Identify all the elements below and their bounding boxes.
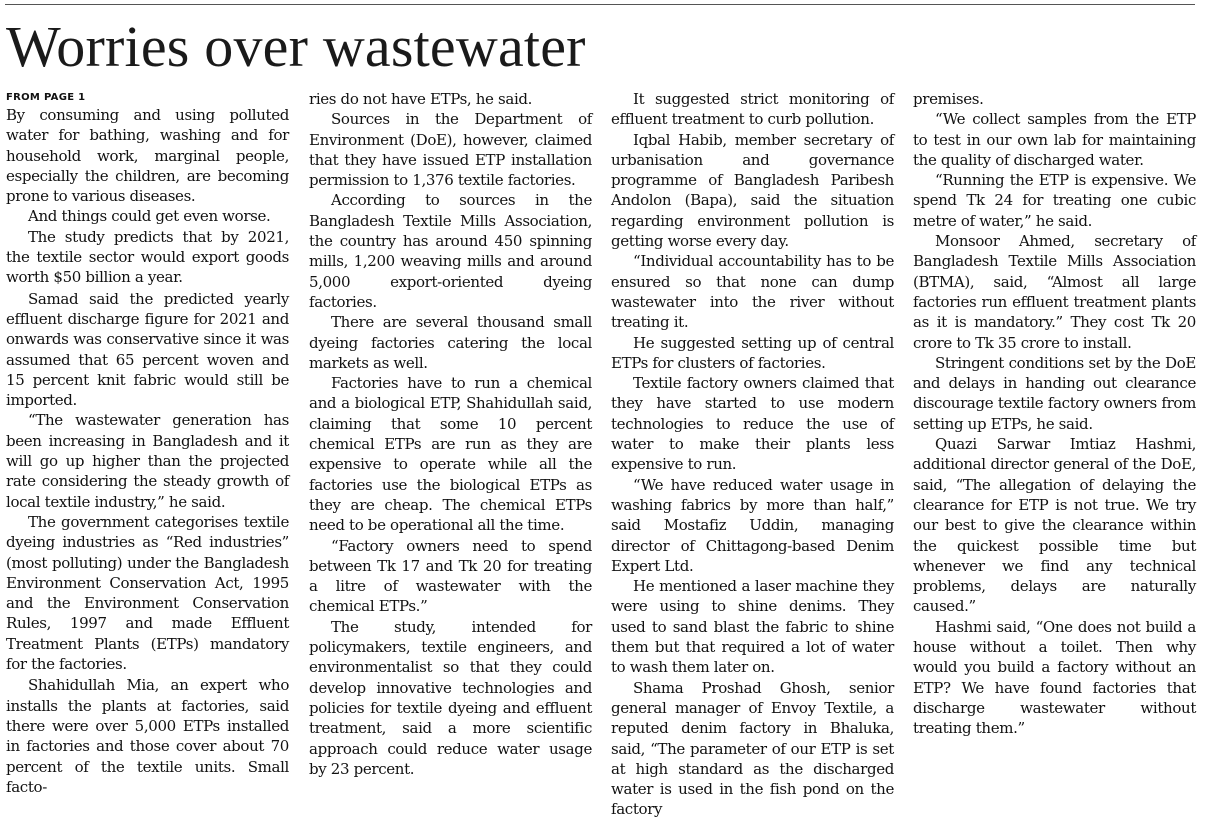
paragraph: Monsoor Ahmed, secretary of Bangladesh Textile Mills Association (BTMA), said, “Almost all large factories run effluent treatment plants as it is mandatory.” They cost Tk 20 crore to Tk 35 crore to install. (913, 232, 1196, 352)
paragraph: It suggested strict monitoring of effluent treatment to curb pollution. (611, 90, 894, 129)
paragraph: And things could get even worse. (28, 207, 271, 226)
paragraph: “The wastewater generation has been increasing in Bangladesh and it will go up higher than the projected rate considering the steady growth of local textile industry,” he said. (6, 411, 289, 511)
paragraph: Stringent conditions set by the DoE and delays in handing out clearance discourage textile factory owners from setting up ETPs, he said. (913, 353, 1196, 433)
paragraph: There are several thousand small dyeing factories catering the local markets as well. (309, 313, 592, 372)
paragraph: By consuming and using polluted water for bathing, washing and for household work, marginal people, especially the children, are becoming prone to various diseases. (6, 106, 289, 206)
headline: Worries over wastewater (6, 14, 586, 79)
column-3 (611, 89, 894, 819)
paragraph: Quazi Sarwar Imtiaz Hashmi, additional director general of the DoE, said, “The allegation of delaying the clearance for ETP is not true. We try our best to give the clearance within the quickest possible time but whenever we find any technical problems, delays are naturally caused.” (913, 435, 1196, 616)
paragraph: “We collect samples from the ETP to test in our own lab for maintaining the quality of discharged water. (913, 110, 1196, 169)
paragraph: Textile factory owners claimed that they have started to use modern technologies to reduce the use of water to make their plants less expensive to run. (611, 374, 894, 474)
paragraph: Shahidullah Mia, an expert who installs the plants at factories, said there were over 5,000 ETPs installed in factories and those cover about 70 percent of the textile units. Small facto- (6, 676, 289, 796)
paragraph: ries do not have ETPs, he said. (309, 90, 533, 108)
paragraph: Shama Proshad Ghosh, senior general manager of Envoy Textile, a reputed denim factory in Bhaluka, said, “The parameter of our ETP is set at high standard as the discharged water is used in the fish pond on the factory (611, 678, 894, 819)
paragraph: The study predicts that by 2021, the textile sector would export goods worth $50 billion a year. (6, 227, 289, 287)
paragraph: Samad said the predicted yearly effluent discharge figure for 2021 and onwards was conservative since it was assumed that 65 percent woven and 15 percent knit fabric would still be imported. (6, 289, 289, 410)
paragraph: He suggested setting up of central ETPs for clusters of factories. (611, 333, 894, 372)
paragraph: Hashmi said, “One does not build a house without a toilet. Then why would you build a factory without an ETP? We have found factories that discharge wastewater without treating them.” (913, 617, 1196, 738)
paragraph: Factories have to run a chemical and a biological ETP, Shahidullah said, claiming that some 10 percent chemical ETPs are run as they are expensive to operate while all the factories use the biological ETPs as they are cheap. The chemical ETPs need to be operational all the time. (309, 374, 592, 535)
paragraph: Iqbal Habib, member secretary of urbanisation and governance programme of Bangladesh Paribesh Andolon (Bapa), said the situation regarding environment pollution is getting worse every day. (611, 130, 894, 251)
column-2 (309, 89, 592, 778)
kicker: FROM PAGE 1 (6, 92, 86, 103)
paragraph: The study, intended for policymakers, textile engineers, and environmentalist so that they could develop innovative technologies and policies for textile dyeing and effluent treatment, said a more scientific approach could reduce water usage by 23 percent. (309, 617, 592, 778)
paragraph: “We have reduced water usage in washing fabrics by more than half,” said Mostafiz Uddin, managing director of Chittagong-based Denim Expert Ltd. (611, 475, 894, 575)
column-4 (913, 89, 1196, 761)
paragraph: The government categorises textile dyeing industries as “Red industries” (most polluting) under the Bangladesh Environment Conservation Act, 1995 and the Environment Conservation Rules, 1997 and made Effluent Treatment Plants (ETPs) mandatory for the factories. (6, 512, 289, 674)
paragraph: According to sources in the Bangladesh Textile Mills Association, the country has around 450 spinning mills, 1,200 weaving mills and around 5,000 export-oriented dyeing factories. (309, 191, 592, 311)
paragraph: “Factory owners need to spend between Tk 17 and Tk 20 for treating a litre of wastewater with the chemical ETPs.” (309, 536, 592, 616)
column-1 (6, 89, 289, 796)
paragraph: “Individual accountability has to be ensured so that none can dump wastewater into the river without treating it. (611, 252, 894, 332)
paragraph: premises. (913, 90, 984, 108)
top-rule (5, 4, 1195, 5)
paragraph: Sources in the Department of Environment (DoE), however, claimed that they have issued ETP installation permission to 1,376 textile factories. (309, 110, 592, 190)
paragraph: He mentioned a laser machine they were using to shine denims. They used to sand blast the fabric to shine them but that required a lot of water to wash them later on. (611, 577, 894, 677)
paragraph: “Running the ETP is expensive. We spend Tk 24 for treating one cubic metre of water,” he said. (913, 171, 1196, 230)
